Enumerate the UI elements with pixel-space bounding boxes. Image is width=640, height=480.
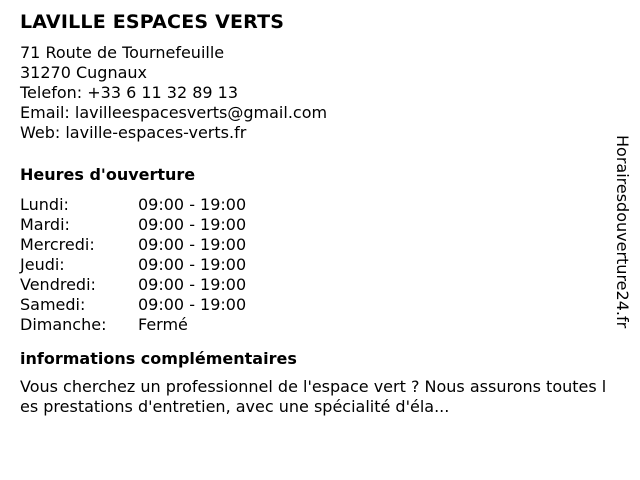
time-value: Fermé bbox=[138, 315, 188, 334]
hours-row-saturday bbox=[20, 295, 610, 315]
info-heading: informations complémentaires bbox=[20, 349, 297, 368]
day-label: Mardi: bbox=[20, 215, 70, 234]
time-value: 09:00 - 19:00 bbox=[138, 195, 247, 214]
hours-row-monday bbox=[20, 195, 610, 215]
hours-row-wednesday bbox=[20, 235, 610, 255]
hours-row-friday bbox=[20, 275, 610, 295]
hours-row-sunday bbox=[20, 315, 610, 335]
email-line[interactable]: Email: lavilleespacesverts@gmail.com bbox=[20, 103, 328, 122]
city-address: 31270 Cugnaux bbox=[20, 63, 148, 82]
side-brand-watermark: Horairesdouverture24.fr bbox=[613, 135, 632, 329]
day-label: Vendredi: bbox=[20, 275, 96, 294]
hours-row-tuesday bbox=[20, 215, 610, 235]
time-value: 09:00 - 19:00 bbox=[138, 275, 247, 294]
day-label: Jeudi: bbox=[20, 255, 65, 274]
day-label: Dimanche: bbox=[20, 315, 107, 334]
business-name: LAVILLE ESPACES VERTS bbox=[20, 11, 285, 33]
street-address: 71 Route de Tournefeuille bbox=[20, 43, 225, 62]
day-label: Mercredi: bbox=[20, 235, 95, 254]
time-value: 09:00 - 19:00 bbox=[138, 295, 247, 314]
time-value: 09:00 - 19:00 bbox=[138, 215, 247, 234]
contact-block bbox=[20, 43, 610, 143]
web-line[interactable]: Web: laville-espaces-verts.fr bbox=[20, 123, 247, 142]
hours-table bbox=[20, 195, 610, 335]
phone-line[interactable]: Telefon: +33 6 11 32 89 13 bbox=[20, 83, 239, 102]
day-label: Lundi: bbox=[20, 195, 69, 214]
info-description: Vous cherchez un professionnel de l'espace vert ? Nous assurons toutes les prestations d'entretien, avec une spécialité d'éla... bbox=[20, 377, 607, 416]
business-card bbox=[20, 10, 610, 417]
hours-heading: Heures d'ouverture bbox=[20, 165, 196, 184]
hours-row-thursday bbox=[20, 255, 610, 275]
time-value: 09:00 - 19:00 bbox=[138, 235, 247, 254]
day-label: Samedi: bbox=[20, 295, 86, 314]
time-value: 09:00 - 19:00 bbox=[138, 255, 247, 274]
